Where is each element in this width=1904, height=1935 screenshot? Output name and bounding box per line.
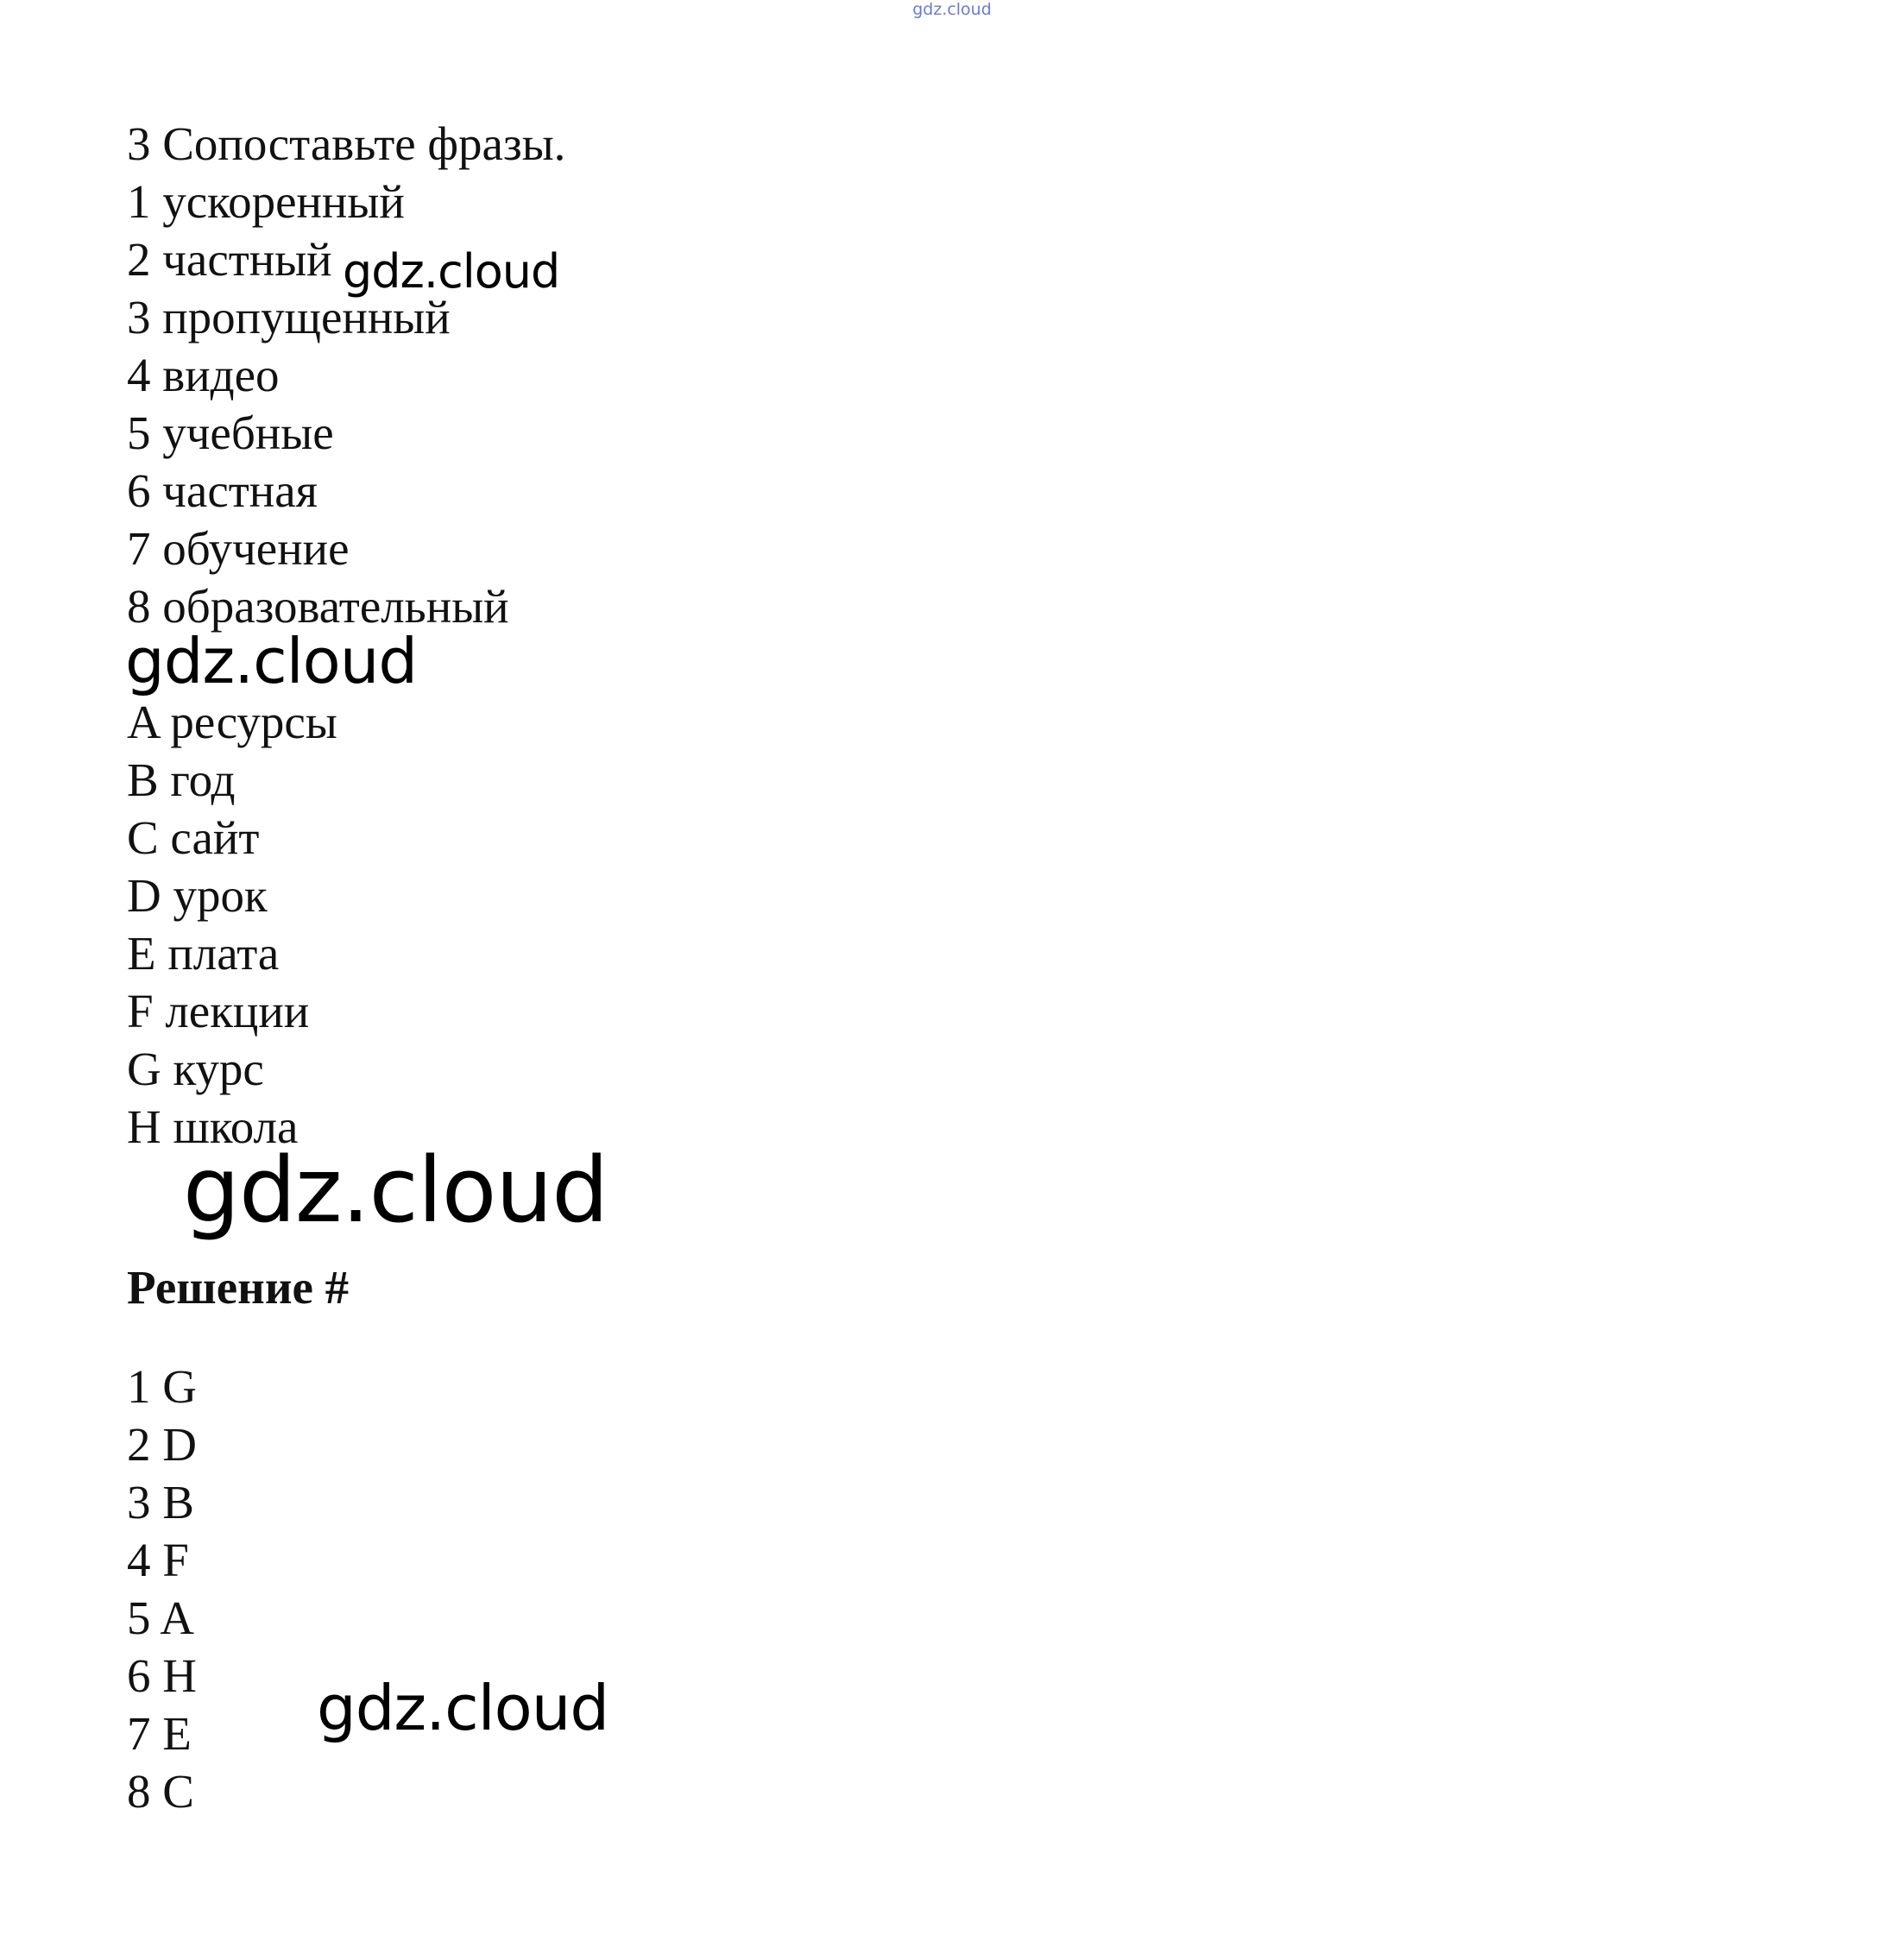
solution-heading: Решение # bbox=[127, 1261, 350, 1314]
right-item: E плата bbox=[127, 927, 280, 980]
right-item: F лекции bbox=[127, 985, 310, 1037]
right-item: A ресурсы bbox=[127, 696, 337, 748]
left-item: 6 частная bbox=[127, 464, 318, 517]
left-item: 7 обучение bbox=[127, 522, 350, 575]
answer-item: 5 A bbox=[127, 1591, 194, 1644]
right-item: G курс bbox=[127, 1043, 264, 1095]
watermark: gdz.cloud bbox=[343, 244, 560, 299]
answer-item: 7 E bbox=[127, 1707, 192, 1760]
answer-item: 2 D bbox=[127, 1418, 197, 1471]
answer-item: 3 B bbox=[127, 1476, 194, 1528]
left-item: 8 образовательный bbox=[127, 580, 509, 633]
left-item: 5 учебные bbox=[127, 407, 334, 459]
watermark: gdz.cloud bbox=[125, 625, 418, 697]
header-watermark: gdz.cloud bbox=[912, 0, 992, 19]
left-item: 2 частный bbox=[127, 233, 332, 286]
left-item: 3 пропущенный bbox=[127, 291, 451, 344]
answer-item: 8 C bbox=[127, 1765, 194, 1818]
answer-item: 4 F bbox=[127, 1534, 189, 1586]
watermark: gdz.cloud bbox=[317, 1672, 609, 1744]
answer-item: 1 G bbox=[127, 1360, 197, 1413]
left-item: 4 видео bbox=[127, 349, 280, 401]
answer-item: 6 H bbox=[127, 1649, 197, 1702]
task-title: 3 Сопоставьте фразы. bbox=[127, 117, 566, 170]
right-item: D урок bbox=[127, 869, 268, 922]
watermark: gdz.cloud bbox=[183, 1138, 608, 1243]
right-item: H школа bbox=[127, 1100, 299, 1153]
left-item: 1 ускоренный bbox=[127, 175, 405, 228]
right-item: B год bbox=[127, 753, 236, 806]
right-item: C сайт bbox=[127, 811, 260, 864]
